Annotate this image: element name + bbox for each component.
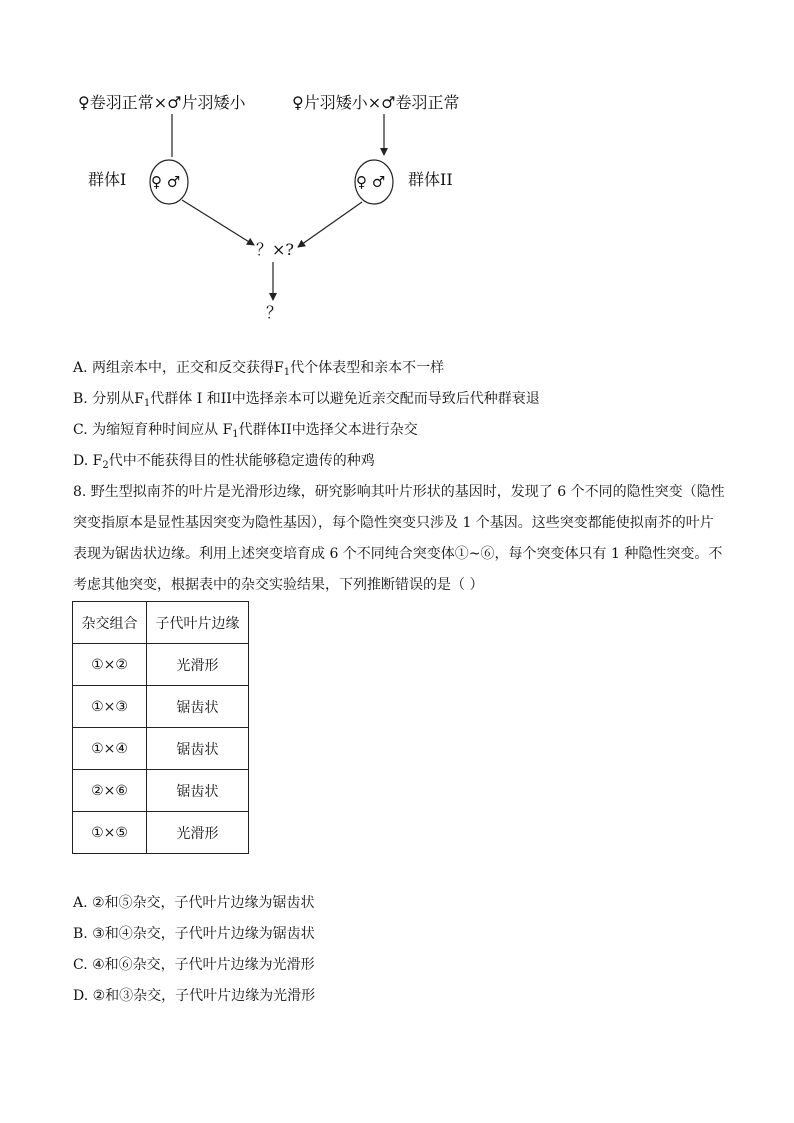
q8-stem-line1: 8. 野生型拟南芥的叶片是光滑形边缘，研究影响其叶片形状的基因时，发现了 6 个不同的隐性突变（隐性 (73, 484, 725, 500)
q8-option-b: B. ③和④杂交，子代叶片边缘为锯齿状 (73, 926, 315, 942)
table-cell: ①×④ (73, 728, 147, 770)
table-header: 子代叶片边缘 (147, 602, 249, 644)
q7-option-b: B. 分别从$F_1$代群体 I 和II中选择亲本可以避免近亲交配而导致后代种群衰退 (73, 391, 540, 409)
group2-label: 群体II (408, 170, 453, 189)
table-row (73, 812, 249, 854)
q8-stem (73, 477, 723, 601)
table-row (73, 686, 249, 728)
left-cross-label: ♀卷羽正常×♂片羽矮小 (78, 93, 246, 112)
table-header-row (73, 602, 249, 644)
group1-sex-symbols: ♀ ♂ (151, 173, 181, 191)
group1-arrow (182, 200, 254, 245)
unknown-result-label: ？ (266, 303, 283, 322)
group2-arrow (298, 202, 362, 247)
table-cell: 锯齿状 (147, 728, 249, 770)
q8-option-a: A. ②和⑤杂交，子代叶片边缘为锯齿状 (73, 895, 315, 911)
unknown-cross-label: ？×? (256, 240, 294, 259)
table-cell: ①×⑤ (73, 812, 147, 854)
table-cell: 锯齿状 (147, 686, 249, 728)
table-cell: ②×⑥ (73, 770, 147, 812)
cross-diagram (0, 0, 794, 340)
q7-option-a: A. 两组亲本中，正交和反交获得$F_1$代个体表型和亲本不一样 (73, 360, 445, 378)
q7-option-d: D. $F_2$代中不能获得目的性状能够稳定遗传的种鸡 (73, 453, 375, 471)
right-cross-label: ♀片羽矮小×♂卷羽正常 (292, 93, 460, 112)
cross-results-table (72, 601, 249, 854)
table-cell: ①×② (73, 644, 147, 686)
table-header: 杂交组合 (73, 602, 147, 644)
table-cell: ①×③ (73, 686, 147, 728)
group2-sex-symbols: ♀ ♂ (356, 173, 386, 191)
q8-option-d: D. ②和③杂交，子代叶片边缘为光滑形 (73, 988, 316, 1004)
table-cell: 锯齿状 (147, 770, 249, 812)
q8-stem-line2: 突变指原本是显性基因突变为隐性基因），每个隐性突变只涉及 1 个基因。这些突变都能使拟南芥的叶片 (73, 515, 714, 531)
q8-option-c: C. ④和⑥杂交，子代叶片边缘为光滑形 (73, 957, 315, 973)
q7-option-c: C. 为缩短育种时间应从 $F_1$代群体II中选择父本进行杂交 (73, 422, 418, 440)
q8-stem-line4: 考虑其他突变，根据表中的杂交实验结果，下列推断错误的是（ ） (73, 577, 484, 593)
table-cell: 光滑形 (147, 644, 249, 686)
table-row (73, 770, 249, 812)
table-row (73, 728, 249, 770)
table-cell: 光滑形 (147, 812, 249, 854)
q8-stem-line3: 表现为锯齿状边缘。利用上述突变培育成 6 个不同纯合突变体①~⑥，每个突变体只有 1 种隐性突变。不 (73, 546, 723, 562)
group1-label: 群体I (88, 170, 127, 189)
table-row (73, 644, 249, 686)
